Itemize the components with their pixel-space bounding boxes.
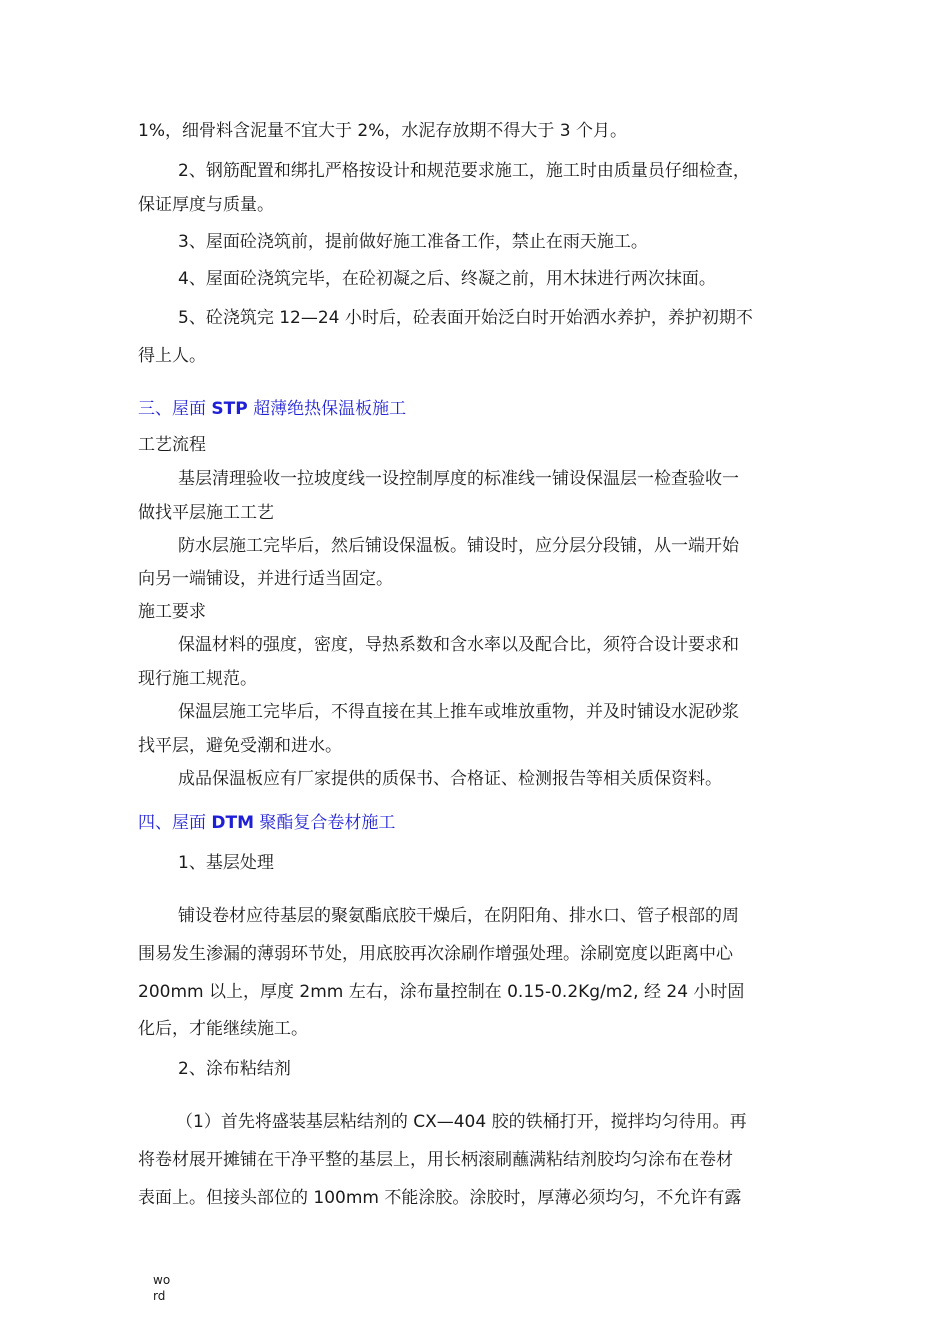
footer-text: rd [153, 1289, 166, 1303]
paragraph-line: 向另一端铺设，并进行适当固定。 [138, 569, 393, 589]
paragraph-line: 将卷材展开摊铺在干净平整的基层上，用长柄滚刷蘸满粘结剂胶均匀涂布在卷材 [138, 1150, 733, 1170]
paragraph-line: 基层清理验收一拉坡度线一设控制厚度的标准线一铺设保温层一检查验收一 [178, 469, 739, 489]
paragraph-line: （1）首先将盛装基层粘结剂的 CX—404 胶的铁桶打开，搅拌均匀待用。再 [176, 1112, 747, 1132]
paragraph-line: 做找平层施工工艺 [138, 503, 274, 523]
section-heading-4: 四、屋面 DTM 聚酯复合卷材施工 [138, 813, 396, 833]
paragraph-line: 化后，才能继续施工。 [138, 1019, 308, 1039]
footer-text: wo [153, 1273, 171, 1287]
paragraph-line: 围易发生渗漏的薄弱环节处，用底胶再次涂刷作增强处理。涂刷宽度以距离中心 [138, 944, 733, 964]
subheading: 1、基层处理 [178, 853, 274, 873]
paragraph-line: 保证厚度与质量。 [138, 195, 274, 215]
paragraph-line: 1%，细骨料含泥量不宜大于 2%，水泥存放期不得大于 3 个月。 [138, 121, 627, 141]
paragraph-line: 2、钢筋配置和绑扎严格按设计和规范要求施工，施工时由质量员仔细检查， [178, 161, 750, 181]
paragraph-line: 200mm 以上，厚度 2mm 左右，涂布量控制在 0.15-0.2Kg/m2, 经 24 小时固 [138, 982, 745, 1002]
subheading: 工艺流程 [138, 435, 206, 455]
paragraph-line: 现行施工规范。 [138, 669, 257, 689]
paragraph-line: 5、砼浇筑完 12—24 小时后，砼表面开始泛白时开始洒水养护，养护初期不 [178, 308, 753, 328]
paragraph-line: 保温层施工完毕后，不得直接在其上推车或堆放重物，并及时铺设水泥砂浆 [178, 702, 739, 722]
paragraph-line: 得上人。 [138, 346, 206, 366]
paragraph-line: 表面上。但接头部位的 100mm 不能涂胶。涂胶时，厚薄必须均匀，不允许有露 [138, 1188, 742, 1208]
paragraph-line: 找平层，避免受潮和进水。 [138, 736, 342, 756]
paragraph-line: 4、屋面砼浇筑完毕，在砼初凝之后、终凝之前，用木抹进行两次抹面。 [178, 269, 716, 289]
subheading: 2、涂布粘结剂 [178, 1059, 291, 1079]
section-heading-3: 三、屋面 STP 超薄绝热保温板施工 [138, 399, 407, 419]
paragraph-line: 成品保温板应有厂家提供的质保书、合格证、检测报告等相关质保资料。 [178, 769, 722, 789]
paragraph-line: 保温材料的强度，密度，导热系数和含水率以及配合比，须符合设计要求和 [178, 635, 739, 655]
paragraph-line: 防水层施工完毕后，然后铺设保温板。铺设时，应分层分段铺，从一端开始 [178, 536, 739, 556]
subheading: 施工要求 [138, 602, 206, 622]
paragraph-line: 3、屋面砼浇筑前，提前做好施工准备工作，禁止在雨天施工。 [178, 232, 648, 252]
paragraph-line: 铺设卷材应待基层的聚氨酯底胶干燥后，在阴阳角、排水口、管子根部的周 [178, 906, 739, 926]
